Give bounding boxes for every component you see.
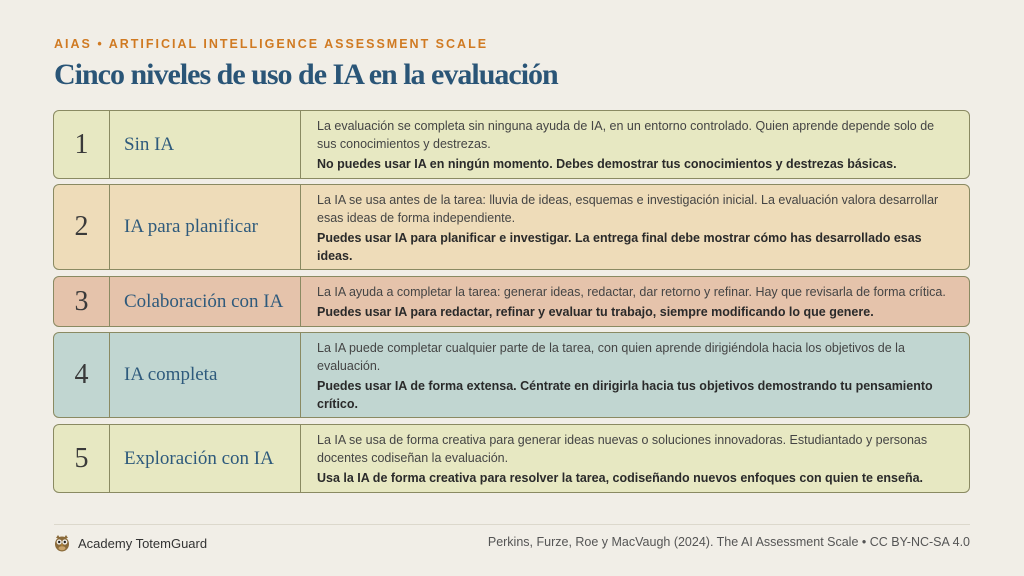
level-number: 4 [54,333,110,417]
level-rule: Puedes usar IA para redactar, refinar y evaluar tu trabajo, siempre modificando lo que genere. [317,304,874,319]
level-name: Colaboración con IA [110,277,301,326]
level-description: La IA ayuda a completar la tarea: generar ideas, redactar, dar retorno y refinar. Hay que revisarla de forma crítica. [317,285,946,299]
level-description-cell [301,425,969,492]
level-description-cell [301,333,969,417]
level-name: IA completa [110,333,301,417]
level-rule: No puedes usar IA en ningún momento. Debes demostrar tus conocimientos y destrezas básicas. [317,157,897,171]
level-name: Exploración con IA [110,425,301,492]
eyebrow-label: AIAS • ARTIFICIAL INTELLIGENCE ASSESSMENT SCALE [54,37,489,51]
level-description: La IA se usa antes de la tarea: lluvia de ideas, esquemas e investigación inicial. La evaluación valora desarrollar esas ideas de forma independiente. [317,193,939,225]
level-name: Sin IA [110,111,301,178]
level-row-2 [53,184,970,270]
level-description-cell [301,185,969,269]
level-rule: Puedes usar IA para planificar e investigar. La entrega final debe mostrar cómo has desarrollado esas ideas. [317,231,922,263]
footer-divider [54,524,970,525]
level-row-4 [53,332,970,418]
level-row-1 [53,110,970,179]
brand-name: Academy TotemGuard [78,535,208,551]
credit-line: Perkins, Furze, Roe y MacVaugh (2024). The AI Assessment Scale • CC BY-NC-SA 4.0 [487,535,970,549]
level-description-cell [301,111,969,178]
level-rule: Usa la IA de forma creativa para resolver la tarea, codiseñando nuevos enfoques con quien te enseña. [317,471,923,485]
owl-logo-icon [54,534,70,552]
level-number: 3 [54,277,110,326]
level-number: 5 [54,425,110,492]
level-description-cell [301,277,969,326]
level-description: La IA puede completar cualquier parte de la tarea, con quien aprende dirigiéndola hacia los objetivos de la evaluación. [317,341,905,373]
level-row-5 [53,424,970,493]
page-title: Cinco niveles de uso de IA en la evaluación [54,58,558,91]
brand [54,534,207,552]
level-number: 2 [54,185,110,269]
level-description: La evaluación se completa sin ninguna ayuda de IA, en un entorno controlado. Quien aprende depende solo de sus conocimientos y destrezas. [317,119,935,151]
level-name: IA para planificar [110,185,301,269]
level-description: La IA se usa de forma creativa para generar ideas nuevas o soluciones innovadoras. Estudiantado y personas docentes codiseñan la evaluación. [317,433,928,465]
level-rule: Puedes usar IA de forma extensa. Céntrate en dirigirla hacia tus objetivos demostrando tu pensamiento crítico. [317,379,933,411]
level-number: 1 [54,111,110,178]
level-row-3 [53,276,970,327]
